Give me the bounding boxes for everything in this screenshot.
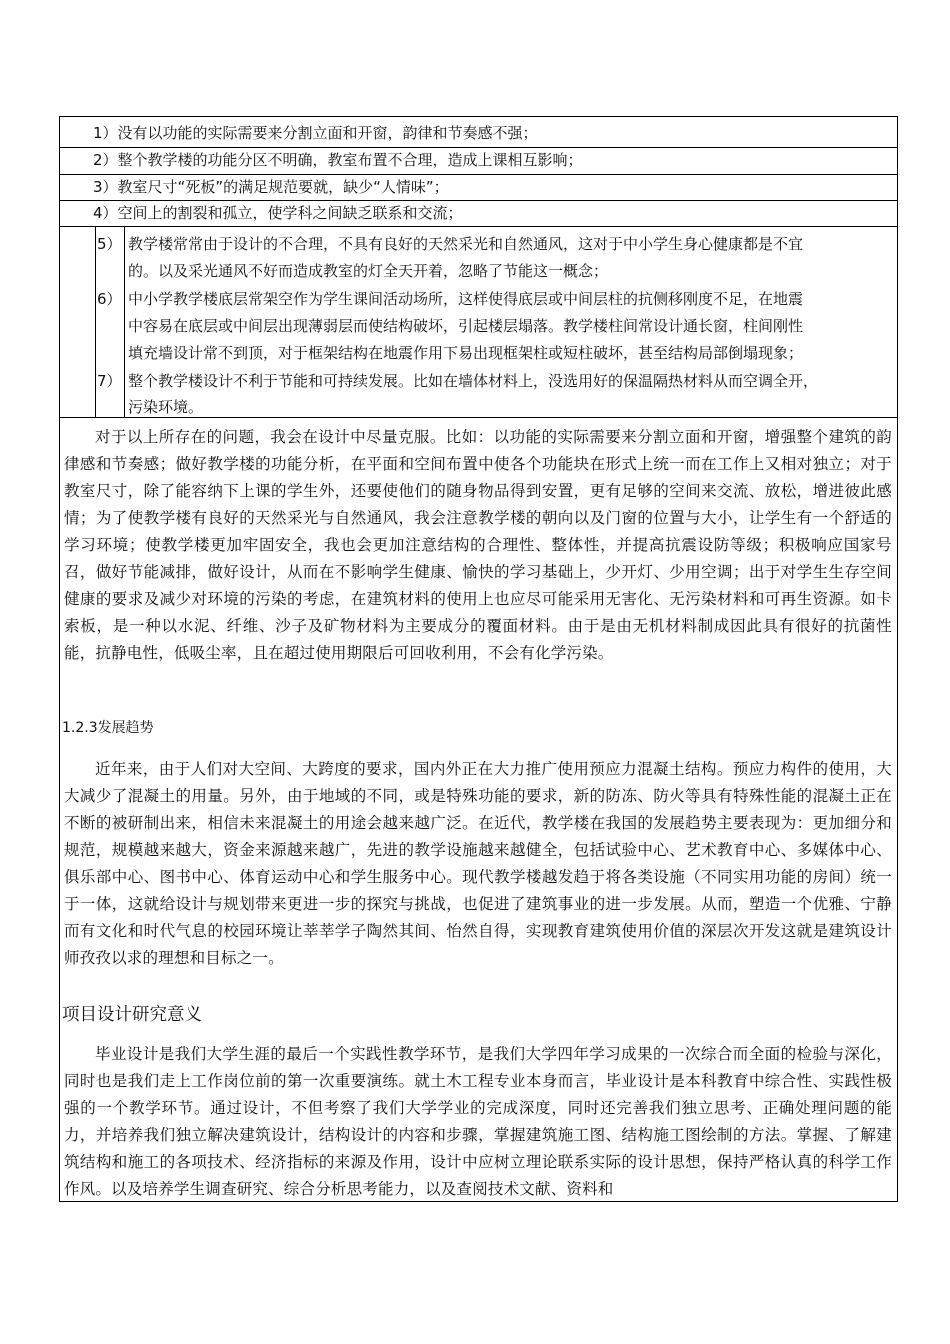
list-text: 空间上的割裂和孤立，使学科之间缺乏联系和交流； <box>117 204 463 222</box>
row-divider <box>59 147 898 148</box>
list-number: 6） <box>97 290 122 308</box>
list-number: 4） <box>93 204 118 222</box>
list-text-line: 整个教学楼设计不利于节能和可持续发展。比如在墙体材料上，没选用好的保温隔热材料从而空调全开， <box>128 372 819 390</box>
list-item <box>93 123 538 143</box>
paragraph-significance: 毕业设计是我们大学生涯的最后一个实践性教学环节，是我们大学四年学习成果的一次综合而全面的检验与深化，同时也是我们走上工作岗位前的第一次重要演练。就土木工程专业本身而言，毕业设计是本科教育中综合性、实践性极强的一个教学环节。通过设计，不但考察了我们大学学业的完成深度，同时还完善我们独立思考、正确处理问题的能力，并培养我们独立解决建筑设计，结构设计的内容和步骤，掌握建筑施工图、结构施工图绘制的方法。掌握、了解建筑结构和施工的各项技术、经济指标的来源及作用，设计中应树立理论联系实际的设计思想，保持严格认真的科学工作作风。以及培养学生调查研究、综合分析思考能力，以及查阅技术文献、资料和 <box>64 1045 892 1198</box>
list-text: 没有以功能的实际需要来分割立面和开窗，韵律和节奏感不强； <box>117 124 538 142</box>
list-item <box>93 203 463 223</box>
list-number: 3） <box>93 178 118 196</box>
indent-box-bottom <box>59 417 898 418</box>
table-border-right <box>897 116 898 1202</box>
row-divider <box>59 174 898 175</box>
list-text-line: 的。以及采光通风不好而造成教室的灯全天开着，忽略了节能这一概念； <box>128 262 609 280</box>
list-number: 2） <box>93 151 118 169</box>
list-text-line: 中小学教学楼底层常架空作为学生课间活动场所，这样使得底层或中间层柱的抗侧移刚度不足，在地震 <box>128 290 804 308</box>
section-heading-significance: 项目设计研究意义 <box>62 1005 202 1025</box>
list-text-line: 中容易在底层或中间层出现薄弱层而使结构破坏，引起楼层塌落。教学楼柱间常设计通长窗，柱间刚性 <box>128 317 804 335</box>
list-item <box>93 177 449 197</box>
paragraph-overcome: 对于以上所存在的问题，我会在设计中尽量克服。比如：以功能的实际需要来分割立面和开窗，增强整个建筑的韵律感和节奏感；做好教学楼的功能分析，在平面和空间布置中使各个功能块在形式上统一而在工作上又相对独立；对于教室尺寸，除了能容纳下上课的学生外，还要使他们的随身物品得到安置，更有足够的空间来交流、放松，增进彼此感情；为了使教学楼有良好的天然采光与自然通风，我会注意教学楼的朝向以及门窗的位置与大小，让学生有一个舒适的学习环境；使教学楼更加牢固安全，我也会更加注意结构的合理性、整体性，并提高抗震设防等级；积极响应国家号召，做好节能减排，做好设计，从而在不影响学生健康、愉快的学习基础上，少开灯、少用空调；出于对学生生存空间健康的要求及减少对环境的污染的考虑，在建筑材料的使用上也应尽可能采用无害化、无污染材料和可再生资源。如卡索板，是一种以水泥、纤维、沙子及矿物材料为主要成分的覆面材料。由于是由无机材料制成因此具有很好的抗菌性能，抗静电性，低吸尘率，且在超过使用期限后可回收利用，不会有化学污染。 <box>64 428 892 662</box>
row-divider <box>59 200 898 201</box>
indent-box-left <box>95 226 96 417</box>
list-text: 整个教学楼的功能分区不明确，教室布置不合理，造成上课相互影响； <box>117 151 583 169</box>
list-text-line: 污染环境。 <box>128 398 204 416</box>
list-text-line: 教学楼常常由于设计的不合理，不具有良好的天然采光和自然通风，这对于中小学生身心健康都是不宜 <box>128 235 804 253</box>
list-item <box>93 150 583 170</box>
section-heading-trend: 1.2.3发展趋势 <box>62 720 154 736</box>
list-number: 1） <box>93 124 118 142</box>
paragraph-trend: 近年来，由于人们对大空间、大跨度的要求，国内外正在大力推广使用预应力混凝土结构。预应力构件的使用，大大减少了混凝土的用量。另外，由于地域的不同，或是特殊功能的要求，新的防冻、防火等具有特殊性能的混凝土正在不断的被研制出来，相信未来混凝土的用途会越来越广泛。在近代，教学楼在我国的发展趋势主要表现为：更加细分和规范，规模越来越大，资金来源越来越广，先进的教学设施越来越健全，包括试验中心、艺术教育中心、多媒体中心、俱乐部中心、图书中心、体育运动中心和学生服务中心。现代教学楼越发趋于将各类设施（不同实用功能的房间）统一于一体，这就给设计与规划带来更进一步的探究与挑战，也促进了建筑事业的进一步发展。从而，塑造一个优雅、宁静而有文化和时代气息的校园环境让莘莘学子陶然其间、怡然自得，实现教育建筑使用价值的深层次开发这就是建筑设计师孜孜以求的理想和目标之一。 <box>64 760 892 967</box>
row-divider <box>59 226 898 227</box>
table-border-top <box>59 116 898 117</box>
list-number: 5） <box>97 235 122 253</box>
table-border-left <box>59 116 60 1202</box>
list-text: 教室尺寸“死板”的满足规范要就，缺少“人情味”； <box>117 178 449 196</box>
list-text-line: 填充墙设计常不到顶，对于框架结构在地震作用下易出现框架柱或短柱破坏，甚至结构局部倒塌现象； <box>128 344 804 362</box>
indent-box-inner <box>124 226 125 417</box>
list-number: 7） <box>97 372 122 390</box>
